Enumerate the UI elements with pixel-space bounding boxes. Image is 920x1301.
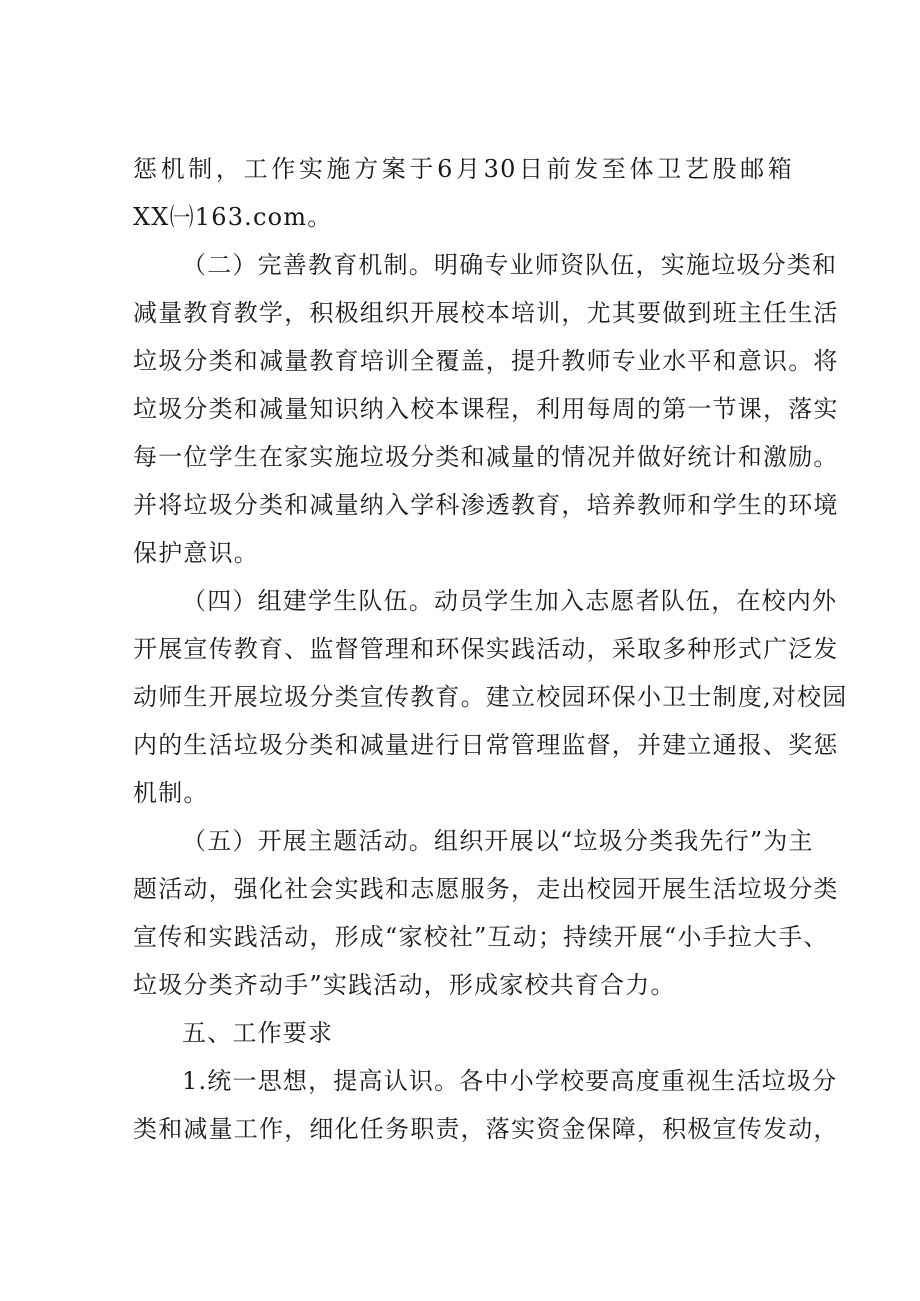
paragraph-first-line: （五）开展主题活动。组织开展以“垃圾分类我先行”为主	[182, 827, 814, 855]
paragraph-first-line: （四）组建学生队伍。动员学生加入志愿者队伍，在校内外	[182, 587, 838, 615]
text-line: 每一位学生在家实施垃圾分类和减量的情况并做好统计和激励。	[133, 443, 839, 471]
text-line: 开展宣传教育、监督管理和环保实践活动，采取多种形式广泛发	[133, 635, 839, 663]
text-line: 类和减量工作，细化任务职责，落实资金保障，积极宣传发动，	[133, 1115, 839, 1143]
text-line: 垃圾分类和减量知识纳入校本课程，利用每周的第一节课，落实	[133, 395, 839, 423]
text-line: 题活动，强化社会实践和志愿服务，走出校园开展生活垃圾分类	[133, 875, 839, 903]
text-line: 惩机制，工作实施方案于6月30日前发至体卫艺股邮箱	[133, 155, 793, 183]
text-line: 垃圾分类齐动手”实践活动，形成家校共育合力。	[133, 971, 676, 999]
paragraph-first-line: （二）完善教育机制。明确专业师资队伍，实施垃圾分类和	[182, 251, 838, 279]
text-line: 宣传和实践活动，形成“家校社”互动；持续开展“小手拉大手、	[133, 923, 829, 951]
text-line: 垃圾分类和减量教育培训全覆盖，提升教师专业水平和意识。将	[133, 347, 839, 375]
text-line: 机制。	[133, 779, 209, 807]
text-line: XX㈠163.com。	[133, 203, 333, 231]
text-line: 内的生活垃圾分类和减量进行日常管理监督，并建立通报、奖惩	[133, 731, 839, 759]
text-line: 并将垃圾分类和减量纳入学科渗透教育，培养教师和学生的环境	[133, 491, 839, 519]
text-line: 动师生开展垃圾分类宣传教育。建立校园环保小卫士制度,对校园	[133, 683, 848, 711]
section-heading: 五、工作要求	[182, 1019, 334, 1047]
paragraph-first-line: 1.统一思想，提高认识。各中小学校要高度重视生活垃圾分	[182, 1067, 838, 1095]
text-line: 保护意识。	[133, 539, 259, 567]
text-line: 减量教育教学，积极组织开展校本培训，尤其要做到班主任生活	[133, 299, 839, 327]
